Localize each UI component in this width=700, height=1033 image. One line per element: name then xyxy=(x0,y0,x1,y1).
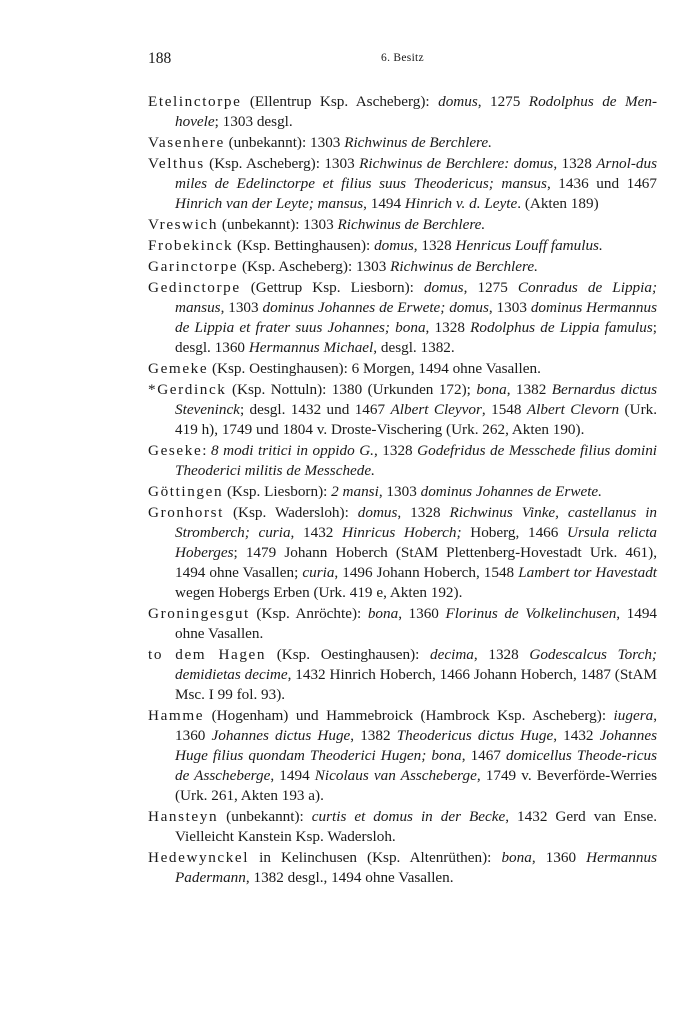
entry-italic-text: Rodolphus de Lippia famulus xyxy=(470,319,653,336)
entry-headword: Gedinctorpe xyxy=(148,279,241,296)
entry-text: ; 1479 Johann Hoberch (StAM Plettenberg-Hovestadt Urk. 461), 1494 ohne Vasallen; xyxy=(175,544,657,581)
entry-text: (Ksp. Bettinghausen): xyxy=(233,237,375,254)
entry-text: , 1494 xyxy=(363,195,405,212)
entry xyxy=(148,278,657,358)
entry-text: (Urk. 419 h), 1749 und 1804 v. Droste-Vischering (Urk. 262, Akten 190). xyxy=(175,401,658,438)
entry-text: , 1432 xyxy=(553,727,600,744)
entry-italic-text: Hinricus Hoberch; xyxy=(342,524,462,541)
entry-italic-text: Nicolaus van Asscheberge xyxy=(314,767,477,784)
entry-headword: *Gerdinck xyxy=(148,381,227,398)
entry-italic-text: Conradus de Lippia; mansus xyxy=(175,279,658,316)
entry-text: , 1749 v. Beverförde-Werries (Urk. 261, Akten 193 a). xyxy=(175,767,657,804)
entry-italic-text: Richwinus de Berchlere. xyxy=(344,134,492,151)
entry-italic-text: 8 modi tritici in oppido G. xyxy=(211,442,374,459)
entry-headword: to dem Hagen xyxy=(148,646,267,663)
entry-italic-text: domus xyxy=(423,279,464,296)
entry-italic-text: Theodericus dictus Huge xyxy=(396,727,554,744)
entry-italic-text: Albert Clevorn xyxy=(526,401,620,418)
entry-text: , 1328 xyxy=(373,442,418,459)
entry-italic-text: domus xyxy=(357,504,398,521)
entry-italic-text: domus xyxy=(438,93,478,110)
entry-italic-text: Hinrich van der Leyte; mansus xyxy=(175,195,364,212)
entry-italic-text: Rodolphus de Men-hovele xyxy=(175,93,658,130)
entry-text: , 1436 und 1467 xyxy=(546,175,657,192)
entry-text: ; desgl. 1360 xyxy=(175,319,658,356)
entry-text: , 1328 xyxy=(425,319,471,336)
entry xyxy=(148,482,657,502)
entry xyxy=(148,92,657,132)
entry-text: ; desgl. 1432 und 1467 xyxy=(239,401,391,418)
entry-headword: Groningesgut xyxy=(148,605,250,622)
entry-text: , 1496 Johann Hoberch, 1548 xyxy=(334,564,519,581)
entry xyxy=(148,359,657,379)
entry-text: , 1303 xyxy=(488,299,531,316)
page-number: 188 xyxy=(148,50,172,67)
entry-text: : xyxy=(202,442,212,459)
entry xyxy=(148,257,657,277)
page-header xyxy=(148,50,657,70)
entry-headword: Hamme xyxy=(148,707,205,724)
entry-italic-text: domicellus Theode-ricus de Asscheberge xyxy=(175,747,657,784)
entry-italic-text: Richwinus de Berchlere. xyxy=(390,258,538,275)
entry-text: , 1328 xyxy=(413,237,456,254)
entry xyxy=(148,604,657,644)
entry-text: , 1494 xyxy=(270,767,315,784)
entry-text: (Ksp. Anröchte): xyxy=(249,605,368,622)
entry-text: , 1275 xyxy=(477,93,529,110)
entry-headword: Gemeke xyxy=(148,360,209,377)
entry-italic-text: 2 mansi xyxy=(331,483,379,500)
entry xyxy=(148,848,657,888)
entry-text: wegen Hobergs Erben (Urk. 419 e, Akten 192). xyxy=(175,584,463,601)
entry-text: , 1467 xyxy=(461,747,507,764)
entry xyxy=(148,503,657,603)
entry-italic-text: Godefridus de Messchede filius domini Theoderici militis de Messchede. xyxy=(175,442,658,479)
entry-text: (unbekannt): 1303 xyxy=(218,216,338,233)
entry-text: , 1328 xyxy=(473,646,530,663)
entry-text: (Ksp. Nottuln): 1380 (Urkunden 172); xyxy=(226,381,477,398)
entry-text: (Ksp. Oestinghausen): xyxy=(266,646,431,663)
entry-text: , 1432 xyxy=(290,524,343,541)
entry-italic-text: dominus Hermannus de Lippia et frater suus Johannes; bona xyxy=(175,299,658,336)
entry-italic-text: dominus Johannes de Erwete; domus xyxy=(262,299,489,316)
entry-headword: Göttingen xyxy=(148,483,224,500)
entry-italic-text: domus xyxy=(374,237,414,254)
entry-italic-text: bona xyxy=(367,605,399,622)
entry-headword: Vasenhere xyxy=(148,134,225,151)
entry-text: (Ksp. Wadersloh): xyxy=(224,504,358,521)
entry-text: , 1303 xyxy=(220,299,263,316)
entry-italic-text: curia xyxy=(302,564,335,581)
entry-italic-text: iugera xyxy=(613,707,654,724)
entry xyxy=(148,154,657,214)
entry-headword: Vreswich xyxy=(148,216,219,233)
entry-italic-text: curtis et domus in der Becke xyxy=(311,808,506,825)
entry-text: (unbekannt): xyxy=(218,808,312,825)
entry-text: , 1382 xyxy=(506,381,552,398)
entry-italic-text: Richwinus de Berchlere: domus xyxy=(359,155,554,172)
entry-text: , 1432 Hinrich Hoberch, 1466 Johann Hoberch, 1487 (StAM Msc. I 99 fol. 93). xyxy=(175,666,657,703)
entry-italic-text: Henricus Louff famulus. xyxy=(455,237,603,254)
entry-headword: Geseke xyxy=(148,442,203,459)
entry-text: , 1303 xyxy=(378,483,421,500)
entry-text: , 1360 xyxy=(531,849,587,866)
entry-text: , 1275 xyxy=(463,279,518,296)
entry-text: (Hogenham) und Hammebroick (Hambrock Ksp. Ascheberg): xyxy=(204,707,614,724)
entry xyxy=(148,645,657,705)
entry-italic-text: Hermannus Michael xyxy=(248,339,374,356)
entry-text: , 1360 xyxy=(175,707,657,744)
entry-italic-text: Lambert tor Havestadt xyxy=(518,564,658,581)
entry xyxy=(148,807,657,847)
entry-italic-text: Hinrich v. d. Leyte xyxy=(404,195,518,212)
entry-italic-text: Bernardus dictus Steveninck xyxy=(175,381,657,418)
entry-text: , 1548 xyxy=(481,401,527,418)
entry xyxy=(148,215,657,235)
entry-italic-text: Florinus de Volkelinchusen xyxy=(445,605,617,622)
entry-text: , desgl. 1382. xyxy=(373,339,455,356)
entry-italic-text: Arnol-dus miles de Edelinctorpe et filius suus Theodericus; mansus xyxy=(175,155,657,192)
entry-text: (Ksp. Oestinghausen): 6 Morgen, 1494 ohne Vasallen. xyxy=(208,360,541,377)
entry-italic-text: Johannes Huge filius quondam Theoderici Hugen; bona xyxy=(175,727,658,764)
entry-text: (Ksp. Liesborn): xyxy=(223,483,332,500)
entry-italic-text: Godescalcus Torch; demidietas decime xyxy=(175,646,657,683)
entry-text: (Gettrup Ksp. Liesborn): xyxy=(240,279,424,296)
entry xyxy=(148,133,657,153)
entry-italic-text: bona xyxy=(476,381,507,398)
entry-headword: Hansteyn xyxy=(148,808,219,825)
entry-headword: Velthus xyxy=(148,155,205,172)
entry-italic-text: Richwinus de Berchlere. xyxy=(337,216,486,233)
entry-italic-text: Johannes dictus Huge xyxy=(211,727,351,744)
entry-text: , 1328 xyxy=(553,155,597,172)
entry-italic-text: bona xyxy=(501,849,532,866)
entry-text: ; 1303 desgl. xyxy=(214,113,293,130)
entry-headword: Hedewynckel xyxy=(148,849,250,866)
entry-list xyxy=(148,92,657,889)
entry-italic-text: decima xyxy=(430,646,474,663)
entry-text: (Ksp. Ascheberg): 1303 xyxy=(238,258,391,275)
running-head: 6. Besitz xyxy=(381,52,424,64)
entry xyxy=(148,706,657,806)
entry-italic-text: Ursula relicta Hoberges xyxy=(175,524,658,561)
entry xyxy=(148,236,657,256)
entry-text: (Ksp. Ascheberg): 1303 xyxy=(204,155,360,172)
entry-text: , 1360 xyxy=(398,605,446,622)
entry-headword: Etelinctorpe xyxy=(148,93,242,110)
entry-text: , 1382 xyxy=(350,727,397,744)
entry-text: , 1432 Gerd van Ense. Vielleicht Kanstein Ksp. Wadersloh. xyxy=(175,808,658,845)
entry-headword: Frobekinck xyxy=(148,237,234,254)
entry-headword: Gronhorst xyxy=(148,504,224,521)
entry xyxy=(148,380,657,440)
entry-text: , 1382 desgl., 1494 ohne Vasallen. xyxy=(245,869,454,886)
entry-text: , 1494 ohne Vasallen. xyxy=(175,605,658,642)
entry-text: Hoberg, 1466 xyxy=(461,524,568,541)
entry-text: , 1328 xyxy=(397,504,450,521)
entry-text: . (Akten 189) xyxy=(517,195,599,212)
entry-text: (Ellentrup Ksp. Ascheberg): xyxy=(241,93,439,110)
entry-italic-text: Richwinus Vinke, castellanus in Stromberch; curia xyxy=(175,504,658,541)
entry-italic-text: dominus Johannes de Erwete. xyxy=(420,483,602,500)
entry xyxy=(148,441,657,481)
entry-italic-text: Hermannus Padermann xyxy=(175,849,657,886)
entry-text: (unbekannt): 1303 xyxy=(224,134,345,151)
entry-text: in Kelinchusen (Ksp. Altenrüthen): xyxy=(249,849,502,866)
entry-headword: Garinctorpe xyxy=(148,258,239,275)
entry-italic-text: Albert Cleyvor xyxy=(390,401,482,418)
